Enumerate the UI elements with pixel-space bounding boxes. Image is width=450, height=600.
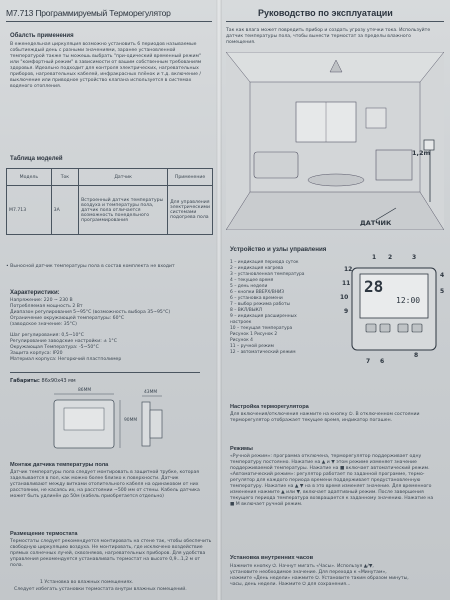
spec-line: Диапазон регулирования 5~95°С (возможность выбора 35~95°С) bbox=[10, 310, 171, 315]
clock-heading: Установка внутренних часов bbox=[230, 555, 314, 561]
remote-sensor-note: • Выносной датчик температуры пола в состав комплекта не входит bbox=[6, 264, 175, 269]
model-cell: M7.713 bbox=[7, 186, 52, 235]
thermostat-setup-heading: Настройка терморегулятора bbox=[230, 404, 309, 410]
install-height-label: 1,2m bbox=[412, 149, 431, 157]
dimension-height: 90MM bbox=[124, 418, 138, 423]
modes-text: «Ручной режим»: программа отключена, терморегулятор поддерживает одну температуру постоянно. Нажатие на ▲ и ▼ этом режиме изменяет значение поддерживаемой температуры. Нажатие на ■ включает автоматический режим. «Автоматический режим»: регулятор работает по заданной программе, термо-регулятор для каждого периода времени поддерживает предустановленную температуру. Нажатие на ▲ ▼ на в это время изменяет значение. Для временного изменения нажмите ▲ или ▼, включает адаптивный режим. После завершения текущего периода температура возвращается к заданному значению. Нажатие на ■ М включает ручной режим. bbox=[230, 454, 434, 507]
callout-9: 9 bbox=[344, 308, 349, 315]
control-item: настроек bbox=[230, 320, 252, 325]
current-cell: 3A bbox=[51, 186, 78, 235]
sensor-label: ДАТЧИК bbox=[360, 219, 392, 227]
callout-2: 2 bbox=[388, 254, 393, 261]
control-item: 10 – текущая температура bbox=[230, 326, 293, 331]
callout-6: 6 bbox=[380, 358, 385, 365]
spec-line: Материал корпуса: Негорючий пластполимер bbox=[10, 357, 122, 362]
control-item: 6 – установка времени bbox=[230, 296, 283, 301]
callout-4: 4 bbox=[440, 272, 445, 279]
dimension-width: 86MM bbox=[78, 388, 92, 393]
control-item: 1 – индикация периода суток bbox=[230, 260, 299, 265]
control-item: Рисунок 4 bbox=[230, 338, 253, 343]
clock-line: установите необходимое значение. Для перехода к «Минутам», bbox=[230, 570, 387, 575]
callout-5: 5 bbox=[440, 288, 445, 295]
control-item: 4 – текущее время bbox=[230, 278, 274, 283]
dimensions-row bbox=[10, 378, 76, 384]
control-item: 9 – индикация расширенных bbox=[230, 314, 297, 319]
specs-list bbox=[10, 298, 215, 363]
models-table-header-row bbox=[7, 169, 213, 186]
callout-7: 7 bbox=[366, 358, 371, 365]
clock-line: часы, день недели. Нажмите ⏻ для сохранения... bbox=[230, 582, 351, 587]
application-heading: Обалсть применения bbox=[10, 33, 74, 39]
callout-8: 8 bbox=[414, 352, 419, 359]
control-item: Рисунок 1 Рисунок 2 bbox=[230, 332, 278, 337]
clock-line: Нажмите кнопку ⏻. Начнут мигать «Часы». Используя ▲/▼, bbox=[230, 564, 374, 569]
column-header: Датчик bbox=[79, 169, 168, 186]
dimension-drawing bbox=[30, 388, 180, 452]
spec-line: Напряжение: 220 ~ 230 В bbox=[10, 298, 73, 303]
placement-heading: Размещение термостата bbox=[10, 531, 78, 537]
device-screen-temp: 28 bbox=[364, 277, 384, 296]
placement-text: Термостаты следует рекомендуется монтировать на стене так, чтобы обеспечить свободную циркуляцию воздуха. Не монтировать, где исключено воздействие прямых солнечных лучей, сквозняков, нагревательных приборов. Для удобства управления рекомендуется устанавливать термостат на высоте 0,9...1,2 м от пола. bbox=[10, 539, 212, 568]
control-item: 7 – выбор режима работы bbox=[230, 302, 291, 307]
spec-line: (заводское значение: 35°С) bbox=[10, 322, 77, 327]
specs-heading: Характеристики: bbox=[10, 290, 60, 296]
control-item: 3 – установленная температура bbox=[230, 272, 305, 277]
controls-heading: Устройство и узлы управления bbox=[230, 246, 327, 253]
title-underline-right bbox=[226, 21, 444, 22]
model-title: M7.713 Программируемый Терморегулятор bbox=[6, 8, 171, 18]
manual-title: Руководство по эксплуатации bbox=[258, 8, 393, 18]
callout-12: 12 bbox=[344, 266, 353, 273]
thermostat-setup-text: Для включения/отключения нажмите на кнопку ⏻. В отключенном состоянии терморегулятор отображает текущее время, индикатор погашен. bbox=[230, 412, 420, 423]
sensor-cell: Встроенный датчик температуры воздуха и температуры пола, датчик пола отличается возможность понедельного программирования bbox=[79, 186, 168, 235]
right-intro-text: Так как влага может повредить прибор и создать угрозу утечки тока. Используйте датчик температуры пола, чтобы вынести термостат за пределы влажного помещения. bbox=[226, 28, 431, 45]
callout-3: 3 bbox=[412, 254, 417, 261]
control-item: 11 – ручной режим bbox=[230, 344, 274, 349]
floor-sensor-text: Датчик температуры пола следует монтировать в защитной трубке, которая заделывается в пол, как можно более близко к поверхности. Датчик устанавливают между витками отопительного кабеля на одинаковом от них расстоянии, не касаясь их, на расстоянии ~500 мм от стены. Кабель датчика может быть удлинён до 50м (кабель приобретается отдельно) bbox=[10, 470, 200, 499]
controls-list bbox=[230, 260, 351, 356]
callout-1: 1 bbox=[372, 254, 377, 261]
column-header: Применение bbox=[168, 169, 213, 186]
room-illustration bbox=[226, 52, 444, 230]
callout-10: 10 bbox=[340, 294, 349, 301]
spec-line: Защита корпуса: IP20 bbox=[10, 351, 63, 356]
spec-line: Регулирование заводские настройки: ± 1°С bbox=[10, 339, 117, 344]
column-header: Ток bbox=[51, 169, 78, 186]
application-cell: Для управления электрическими системами подогрева пола bbox=[168, 186, 213, 235]
page-fold bbox=[216, 0, 222, 600]
models-heading: Таблица моделей bbox=[10, 156, 63, 162]
specs-divider bbox=[10, 372, 200, 373]
clock-line: нажмите «День недели» нажмите ⏻. Установите таким образом минуты, bbox=[230, 576, 409, 581]
callout-11: 11 bbox=[342, 280, 351, 287]
dimension-depth: 43MM bbox=[144, 390, 158, 395]
spec-line: Окружающая Температура: -5~50°С bbox=[10, 345, 99, 350]
placement-step1: 1 Установка во влажных помещениях. bbox=[40, 580, 134, 585]
control-item: 2 – индикация нагрева bbox=[230, 266, 284, 271]
column-header: Модель bbox=[7, 169, 52, 186]
modes-heading: Режимы bbox=[230, 446, 253, 452]
models-table bbox=[6, 168, 213, 235]
spec-line: Шаг регулирования: 0,5~10°С bbox=[10, 333, 84, 338]
control-item: 12 – автоматический режим bbox=[230, 350, 296, 355]
device-screen-time: 12:00 bbox=[396, 296, 421, 305]
application-text: В еженедельная циркуляция возможно установить 6 периодов называемые событиеждый день с разными значениями, заранее установленной температурой также ты можешь выбрать "при-одический временный режим" или "комфортный режим" в зависимости от вашим собственным требованиям здоровья. Идеально подходит для контроля электрических, нагревательных приборов, нагревательных кабелей, инфракрасных плёнок и т.д. включение / выключение или приводное устройство клапана используется в системах водяного отопления. bbox=[10, 42, 202, 89]
dimensions-value: 86x90x43 мм bbox=[41, 378, 76, 384]
title-underline-left bbox=[6, 21, 212, 22]
placement-step2: Следует избегать установки термостата внутри влажных помещений. bbox=[14, 587, 187, 592]
clock-lines bbox=[230, 564, 442, 588]
spec-line: Ограничение окружающей температуры: 60°С bbox=[10, 316, 125, 321]
floor-sensor-heading: Монтаж датчика температуры пола bbox=[10, 462, 109, 468]
control-item: 8 – ВКЛ/ВЫКЛ bbox=[230, 308, 262, 313]
control-item: 5 – день недели bbox=[230, 284, 268, 289]
thermostat-device-drawing bbox=[348, 264, 440, 354]
models-table-row bbox=[7, 186, 213, 235]
dimensions-label: Габариты: bbox=[10, 378, 40, 384]
control-item: 6 – кнопки ВВЕРХ/ВНИЗ bbox=[230, 290, 285, 295]
spec-line: Потребляемая мощность 2 Вт bbox=[10, 304, 83, 309]
